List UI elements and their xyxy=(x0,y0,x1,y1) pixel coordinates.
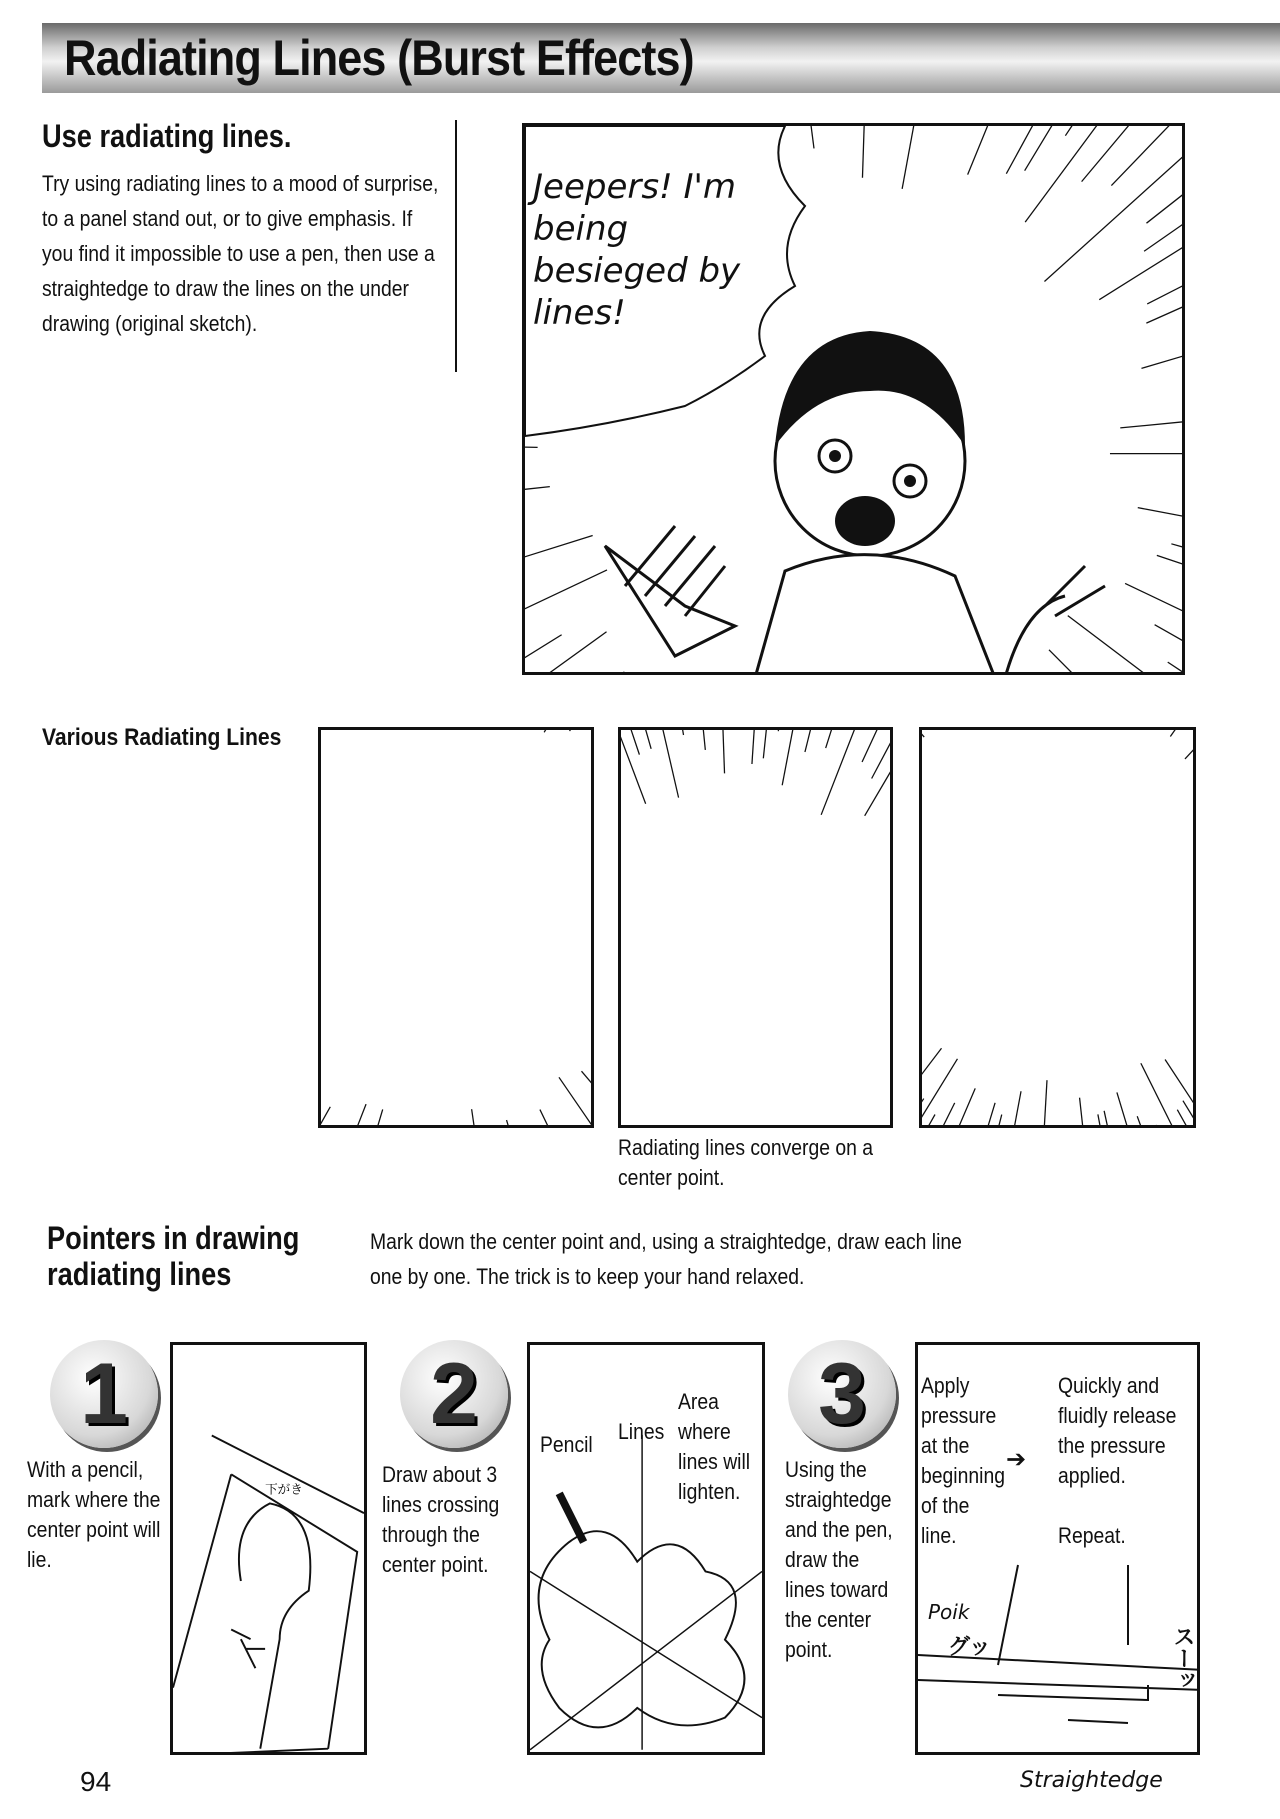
burst-line xyxy=(922,730,924,737)
hand-drawing-illustration xyxy=(918,1345,1197,1752)
burst-line xyxy=(805,730,849,752)
pointers-heading: Pointers in drawing radiating lines xyxy=(47,1220,300,1292)
burst-line xyxy=(559,1077,591,1125)
lines-label: Lines xyxy=(618,1419,665,1444)
burst-line xyxy=(1165,1060,1193,1125)
burst-line xyxy=(821,730,890,815)
burst-line xyxy=(621,730,646,804)
burst-line xyxy=(1170,730,1193,736)
burst-line xyxy=(1080,1098,1110,1125)
burst-line xyxy=(865,730,890,816)
radiating-lines-illustration xyxy=(321,730,591,1125)
sketch-illustration xyxy=(173,1345,364,1752)
burst-line xyxy=(472,1109,511,1125)
pencil-label: Pencil xyxy=(540,1432,593,1457)
burst-line xyxy=(655,730,683,735)
radiating-lines-illustration xyxy=(621,730,890,1125)
step-2-badge: 2 xyxy=(400,1340,508,1448)
repeat-label: Repeat. xyxy=(1058,1523,1126,1548)
burst-line xyxy=(872,730,890,778)
burst-line xyxy=(570,730,591,731)
radiating-sample-2 xyxy=(618,727,893,1128)
burst-line xyxy=(1185,730,1193,759)
burst-line xyxy=(922,1099,924,1125)
apply-pressure-label: Apply pressure at the beginning of the line. xyxy=(921,1373,1005,1548)
burst-line xyxy=(717,730,725,773)
radiating-sample-1 xyxy=(318,727,594,1128)
various-label: Various Radiating Lines xyxy=(42,724,282,751)
burst-line xyxy=(969,1091,1021,1125)
step-3-text: Using the straightedge and the pen, draw the lines toward the center point. xyxy=(785,1457,893,1662)
burst-line xyxy=(1117,1092,1193,1125)
burst-line xyxy=(922,1048,942,1125)
intro-body: Try using radiating lines to a mood of surprise, to a panel stand out, or to give emphasis. If you find it impossible to use a pen, then use a straightedge to draw the lines on the under drawing (original sketch). xyxy=(42,171,439,336)
converge-caption: Radiating lines converge on a center point. xyxy=(618,1135,874,1190)
burst-line xyxy=(922,1103,955,1125)
burst-line xyxy=(687,730,706,750)
burst-line xyxy=(752,730,765,764)
burst-line xyxy=(321,1104,366,1125)
page-title: Radiating Lines (Burst Effects) xyxy=(64,30,694,86)
sfx-2: スーッ xyxy=(1171,1625,1196,1691)
divider xyxy=(455,120,457,372)
area-label: Area where lines will lighten. xyxy=(678,1389,751,1504)
sfx-1: グッ xyxy=(948,1634,991,1659)
burst-line xyxy=(321,1107,330,1125)
step-1-panel xyxy=(170,1342,367,1755)
step-3-panel xyxy=(915,1342,1200,1755)
burst-line xyxy=(922,1088,975,1125)
step-2-panel xyxy=(527,1342,765,1755)
release-pressure-label: Quickly and fluidly release the pressure applied. xyxy=(1058,1373,1177,1488)
comic-panel xyxy=(522,123,1185,675)
title-banner xyxy=(42,23,1280,93)
page-number: 94 xyxy=(80,1766,112,1797)
intro-heading: Use radiating lines. xyxy=(42,118,292,154)
radiating-lines-illustration xyxy=(922,730,1193,1125)
radiating-sample-3 xyxy=(919,727,1196,1128)
step-1-badge: 1 xyxy=(50,1340,158,1448)
burst-line xyxy=(544,730,591,732)
burst-line xyxy=(1030,1080,1047,1125)
burst-line xyxy=(621,730,639,755)
pointers-body: Mark down the center point and, using a straightedge, draw each line one by one. The trick is to keep your hand relaxed. xyxy=(370,1229,962,1289)
burst-line xyxy=(922,1103,995,1125)
burst-line xyxy=(778,730,802,731)
sketch-label: 下がき xyxy=(265,1482,303,1497)
burst-line xyxy=(922,1059,957,1125)
burst-line xyxy=(862,730,890,762)
step-1-text: With a pencil, mark where the center point will lie. xyxy=(27,1457,161,1572)
arrow-right-icon: ➔ xyxy=(1006,1446,1027,1473)
speech-bubble-text: Jeepers! I'm being besieged by lines! xyxy=(533,167,741,333)
burst-line xyxy=(321,1109,383,1125)
burst-line xyxy=(922,1115,935,1125)
burst-line xyxy=(1177,1110,1193,1125)
burst-line xyxy=(1104,1111,1159,1125)
burst-line xyxy=(507,1120,581,1125)
poik-label: Poik xyxy=(928,1600,970,1624)
step-3-badge: 3 xyxy=(788,1340,896,1448)
burst-line xyxy=(1141,1063,1193,1125)
burst-line xyxy=(782,730,823,785)
straightedge-label: Straightedge xyxy=(1020,1768,1163,1793)
step-2-text: Draw about 3 lines crossing through the center point. xyxy=(382,1462,500,1577)
burst-line xyxy=(763,730,784,758)
